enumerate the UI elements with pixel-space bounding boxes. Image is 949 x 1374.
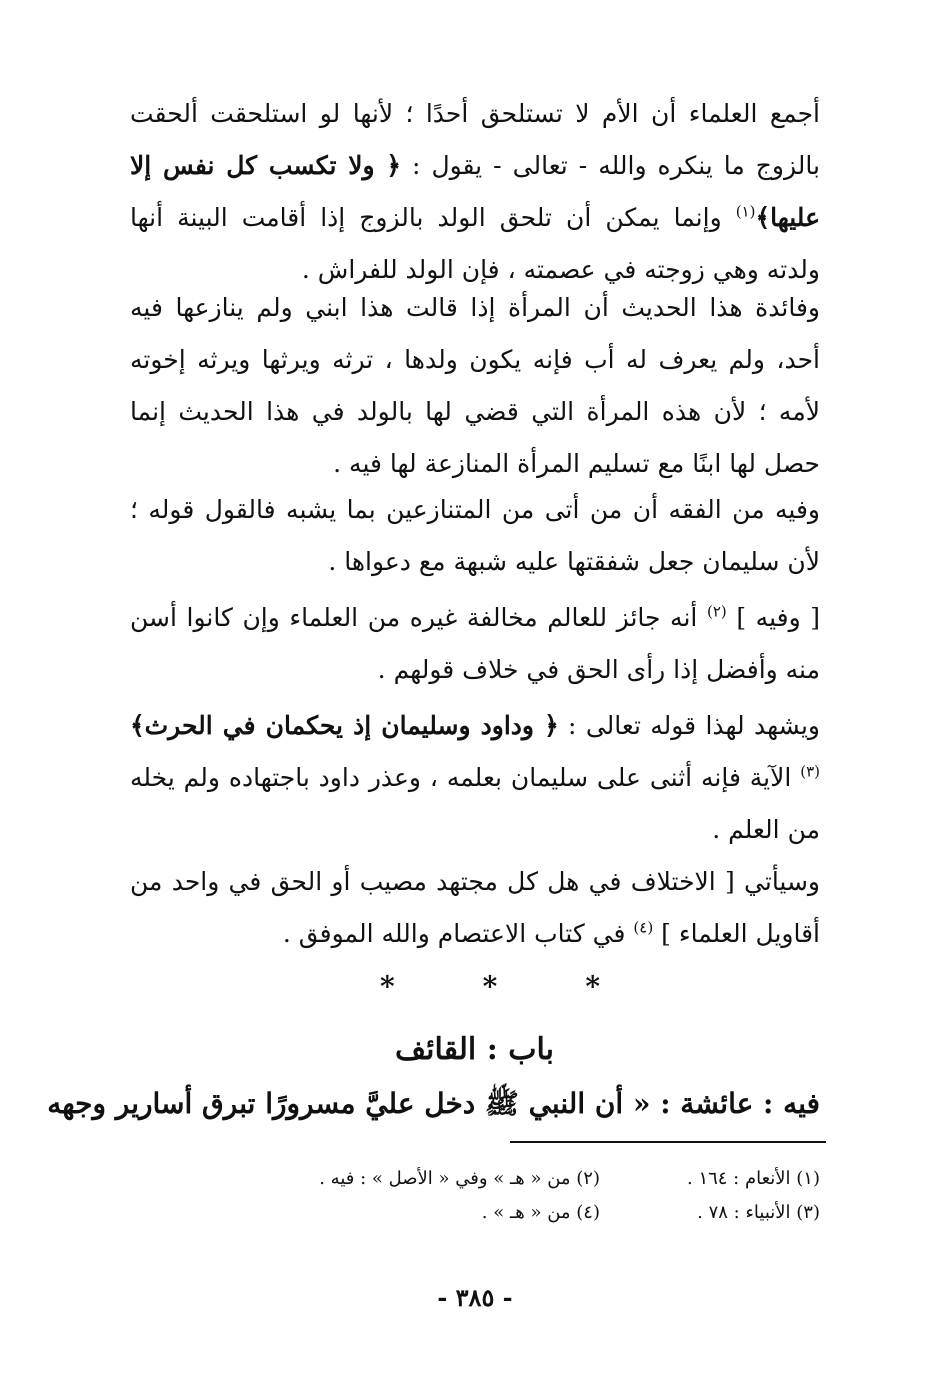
paragraph-text: في كتاب الاعتصام والله الموفق . (282, 919, 634, 948)
chapter-first-line: فيه : عائشة : « أن النبي ﷺ دخل عليَّ مسرورًا تبرق أسارير وجهه (47, 1087, 820, 1120)
separator-star: * (380, 970, 395, 1003)
paragraph-mother-claim (130, 88, 820, 296)
paragraph-dawud-sulayman (130, 700, 820, 856)
paragraph-fiqh: وفيه من الفقه أن من أتى من المتنازعين بما يشبه فالقول قوله ؛ لأن سليمان جعل شفقتها عليه شبهة مع دعواها . (130, 495, 820, 576)
section-separator (380, 970, 600, 1003)
footnote-1: (١) الأنعام : ١٦٤ . (686, 1168, 820, 1189)
quran-quote: ﴿ وداود وسليمان إذ يحكمان في الحرث﴾ (130, 711, 559, 740)
quran-quote: ﴿ ولا تكسب كل نفس إلا عليها﴾ (130, 151, 820, 232)
paragraph-text: أنه جائز للعالم مخالفة غيره من العلماء وإن كانوا أسن منه وأفضل إذا رأى الحق في خلاف قولهم . (130, 603, 820, 684)
footnote-reference: (٢) (706, 602, 727, 621)
footnote-reference: (٤) (633, 918, 654, 937)
footnote-2: (٢) من « هـ » وفي « الأصل » : فيه . (319, 1168, 600, 1189)
footnote-reference: (٣) (800, 762, 820, 781)
separator-star: * (585, 970, 600, 1003)
paragraph-scholar-disagreement (130, 592, 820, 696)
paragraph-hadith-benefit: وفائدة هذا الحديث أن المرأة إذا قالت هذا ابني ولم ينازعها فيه أحد، ولم يعرف له أب فإنه يكون ولدها ، ترثه ويرثها ويرثه إخوته لأمه ؛ لأن هذه المرأة التي قضي لها بالولد في هذا الحديث إنما حصل لها ابنًا مع تسليم المرأة المنازعة لها فيه . (130, 293, 820, 478)
page-number: - ٣٨٥ - (437, 1283, 513, 1312)
paragraph-ijtihad (130, 856, 820, 960)
footnote-4: (٤) من « هـ » . (481, 1202, 600, 1223)
paragraph-text: وإنما يمكن أن تلحق الولد بالزوج إذا أقامت البينة أنها ولدته وهي زوجته في عصمته ، فإن الولد للفراش . (130, 203, 820, 284)
footnote-3: (٣) الأنبياء : ٧٨ . (697, 1202, 820, 1223)
separator-star: * (482, 970, 498, 1003)
paragraph-text: ويشهد لهذا قوله تعالى : (558, 711, 820, 740)
chapter-title: باب : القائف (395, 1032, 554, 1067)
footnote-reference: (١) (735, 202, 756, 221)
paragraph-text: [ وفيه ] (726, 603, 820, 632)
footnote-row (130, 1196, 820, 1230)
footnote-row (130, 1162, 820, 1196)
footnotes (130, 1162, 820, 1230)
paragraph-text: أجمع العلماء أن الأم لا تستلحق أحدًا ؛ لأنها لو استلحقت ألحقت بالزوج ما ينكره والله - تعالى - يقول : (130, 99, 820, 180)
paragraph-text: الآية فإنه أثنى على سليمان بعلمه ، وعذر داود باجتهاده ولم يخله من العلم . (130, 763, 820, 844)
paragraph-text: وسيأتي [ الاختلاف في هل كل مجتهد مصيب أو الحق في واحد من أقاويل العلماء ] (130, 867, 820, 948)
footnote-divider (510, 1141, 826, 1143)
